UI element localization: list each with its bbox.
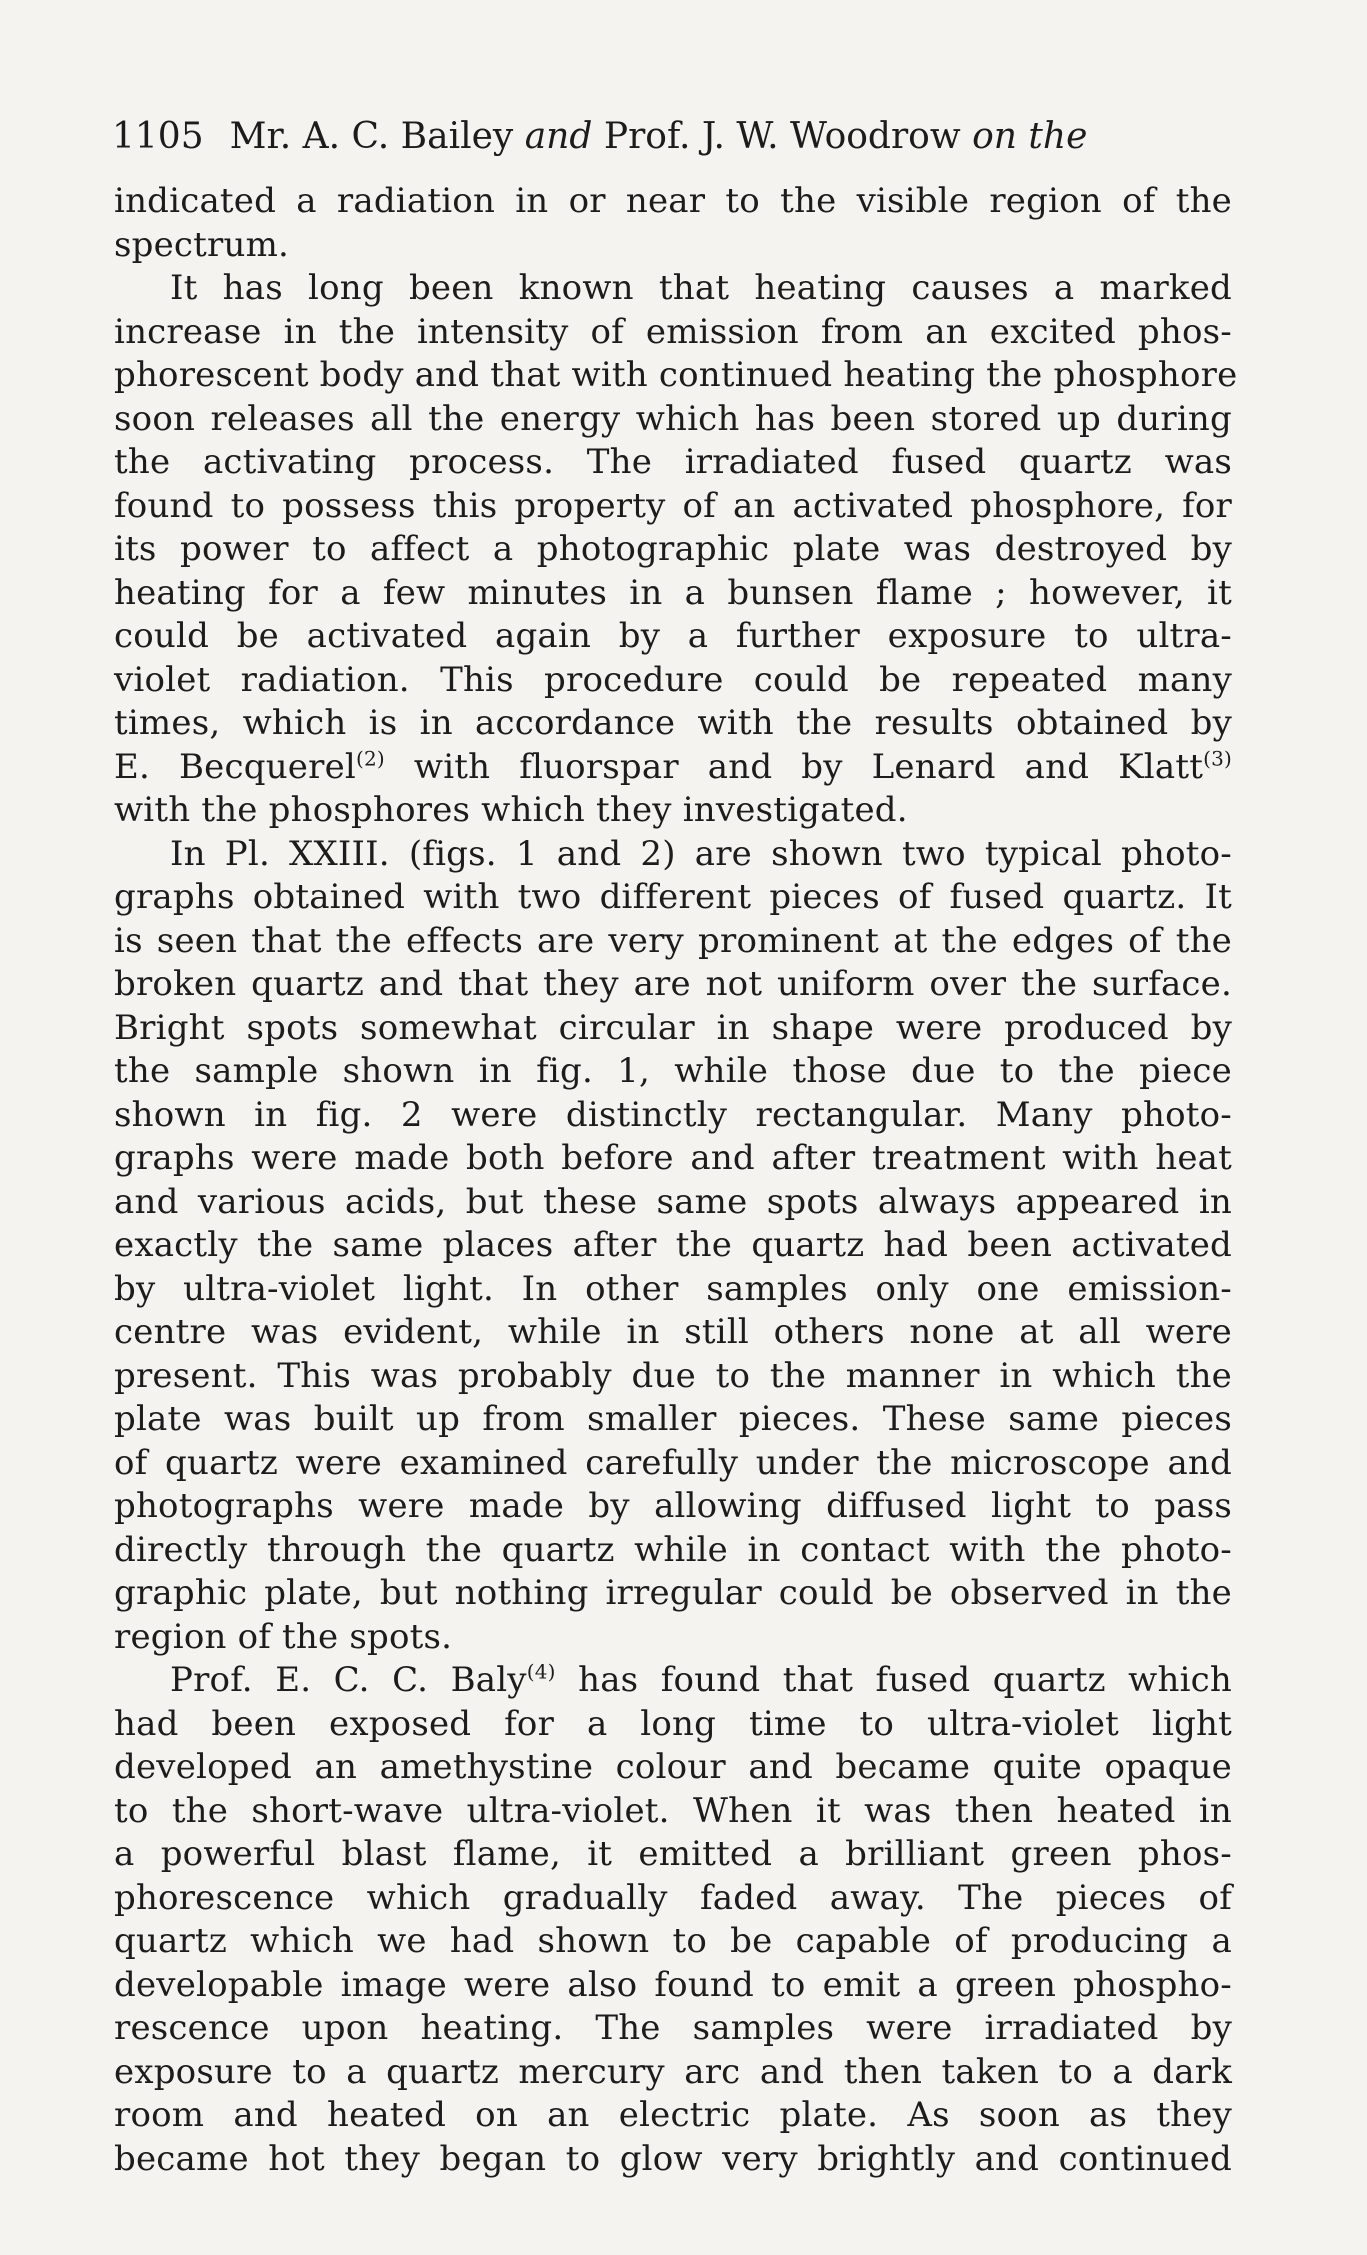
text-line: violet radiation. This procedure could be repeated many xyxy=(114,659,1232,700)
text-line: soon releases all the energy which has been stored up during xyxy=(114,398,1232,439)
text-line-with-citation xyxy=(114,1659,1232,1703)
text-line: its power to affect a photographic plate was destroyed by xyxy=(114,529,1232,569)
text-line: phorescent body and that with continued heating the phosphore xyxy=(114,355,1238,395)
text-fragment: with fluorspar and by Lenard and Klatt xyxy=(384,746,1204,787)
header-authors-a: Mr. A. C. Bailey xyxy=(229,116,514,157)
text-line: region of the spots. xyxy=(114,1616,453,1657)
page-number: 1105 xyxy=(112,116,204,157)
body-text xyxy=(114,180,1238,2181)
text-line: the activating process. The irradiated fused quartz was xyxy=(114,442,1232,482)
text-line: became hot they began to glow very brightly and continued xyxy=(114,2138,1232,2179)
text-line: quartz which we had shown to be capable of producing a xyxy=(114,1921,1232,1961)
header-conjunction: and xyxy=(524,116,593,157)
header-authors-b: Prof. J. W. Woodrow xyxy=(603,116,961,157)
text-line: and various acids, but these same spots always appeared in xyxy=(114,1181,1232,1222)
citation-ref: (3) xyxy=(1203,746,1232,771)
text-line: shown in fig. 2 were distinctly rectangular. Many photo- xyxy=(114,1094,1232,1135)
text-line: graphic plate, but nothing irregular could be observed in the xyxy=(114,1573,1232,1613)
text-line-with-citations xyxy=(114,746,1232,790)
text-line: a powerful blast flame, it emitted a brilliant green phos- xyxy=(114,1834,1232,1874)
text-line: with the phosphores which they investigated. xyxy=(114,790,908,830)
text-line: directly through the quartz while in contact with the photo- xyxy=(114,1529,1232,1570)
text-line: graphs obtained with two different pieces of fused quartz. It xyxy=(114,877,1232,917)
citation-ref: (4) xyxy=(526,1659,556,1684)
text-line: the sample shown in fig. 1, while those due to the piece xyxy=(114,1051,1232,1091)
text-line: times, which is in accordance with the results obtained by xyxy=(114,703,1232,743)
text-line: In Pl. XXIII. (figs. 1 and 2) are shown two typical photo- xyxy=(170,833,1232,874)
header-title-fragment: on the xyxy=(972,116,1088,157)
citation-ref: (2) xyxy=(355,746,385,771)
text-line: graphs were made both before and after treatment with heat xyxy=(114,1138,1232,1178)
text-line: increase in the intensity of emission from an excited phos- xyxy=(114,311,1232,352)
text-line: developable image were also found to emit a green phospho- xyxy=(114,1964,1232,2005)
text-fragment: E. Becquerel xyxy=(114,746,356,787)
text-line: could be activated again by a further exposure to ultra- xyxy=(114,616,1232,656)
text-line: of quartz were examined carefully under the microscope and xyxy=(114,1442,1232,1483)
text-line: is seen that the effects are very prominent at the edges of the xyxy=(114,920,1232,961)
running-header xyxy=(112,112,1232,162)
text-line: exactly the same places after the quartz had been activated xyxy=(114,1225,1232,1265)
text-line: photographs were made by allowing diffused light to pass xyxy=(114,1486,1232,1526)
text-line: by ultra-violet light. In other samples only one emission- xyxy=(114,1268,1232,1309)
text-line: rescence upon heating. The samples were irradiated by xyxy=(114,2008,1232,2048)
text-fragment: has found that fused quartz which xyxy=(555,1660,1232,1700)
text-line: room and heated on an electric plate. As soon as they xyxy=(114,2095,1232,2135)
text-fragment: Prof. E. C. C. Baly xyxy=(170,1660,527,1700)
text-line: had been exposed for a long time to ultra-violet light xyxy=(114,1703,1232,1744)
text-line: indicated a radiation in or near to the visible region of the xyxy=(114,181,1232,221)
text-line: present. This was probably due to the manner in which the xyxy=(114,1355,1232,1396)
text-line: to the short-wave ultra-violet. When it was then heated in xyxy=(114,1790,1232,1831)
text-line: spectrum. xyxy=(114,224,290,265)
text-line: heating for a few minutes in a bunsen flame ; however, it xyxy=(114,572,1232,613)
text-line: exposure to a quartz mercury arc and then taken to a dark xyxy=(114,2051,1232,2092)
text-line: centre was evident, while in still others none at all were xyxy=(114,1312,1232,1352)
text-line: plate was built up from smaller pieces. These same pieces xyxy=(114,1399,1232,1439)
text-line: developed an amethystine colour and became quite opaque xyxy=(114,1747,1232,1787)
text-line: Bright spots somewhat circular in shape were produced by xyxy=(114,1007,1232,1048)
text-line: found to possess this property of an activated phosphore, for xyxy=(114,485,1232,526)
text-line: broken quartz and that they are not uniform over the surface. xyxy=(114,964,1232,1004)
text-line: phorescence which gradually faded away. The pieces of xyxy=(114,1877,1232,1918)
text-line: It has long been known that heating causes a marked xyxy=(170,268,1232,308)
